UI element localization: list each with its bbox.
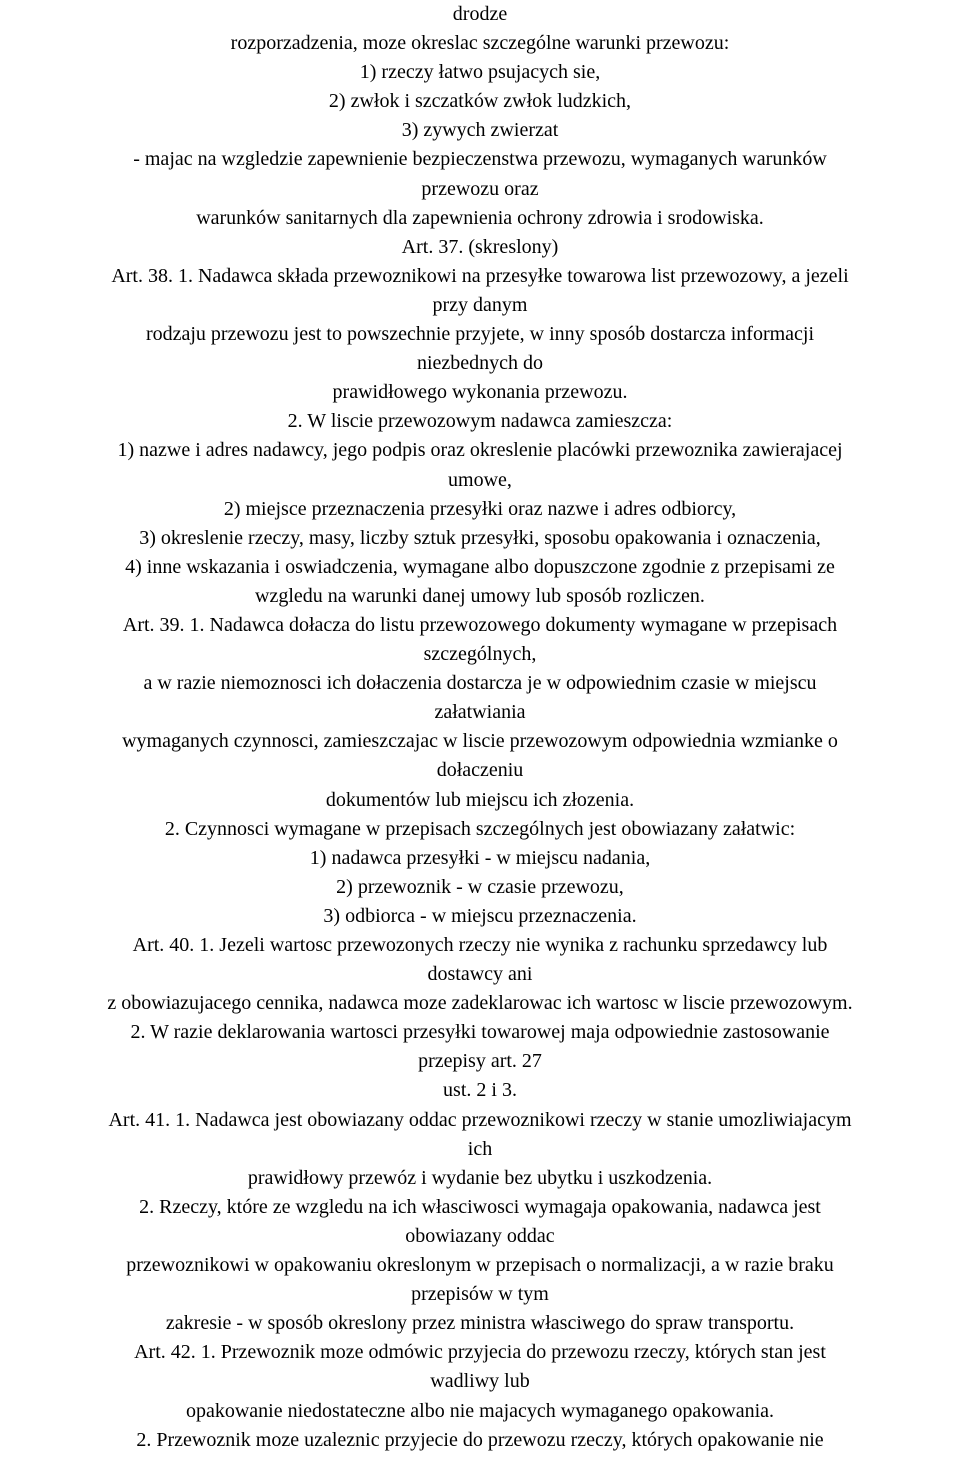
text-line: dołaczeniu — [436, 759, 524, 782]
text-line: a w razie niemoznosci ich dołaczenia dostarcza je w odpowiednim czasie w miejscu — [143, 672, 817, 695]
text-line: 1) rzeczy łatwo psujacych sie, — [359, 61, 601, 84]
text-line: przy danym — [432, 293, 528, 316]
text-line: prawidłowego wykonania przewozu. — [332, 381, 628, 404]
text-line: Art. 41. 1. Nadawca jest obowiazany oddac przewoznikowi rzeczy w stanie umozliwiajacym — [108, 1108, 852, 1131]
text-line: rozporzadzenia, moze okreslac szczególne warunki przewozu: — [230, 32, 730, 55]
text-line: 3) okreslenie rzeczy, masy, liczby sztuk przesyłki, sposobu opakowania i oznaczenia, — [139, 526, 821, 549]
text-line: 2) miejsce przeznaczenia przesyłki oraz nazwe i adres odbiorcy, — [223, 497, 737, 520]
text-line: Art. 38. 1. Nadawca składa przewoznikowi na przesyłke towarowa list przewozowy, a jezeli — [111, 264, 849, 287]
text-line: 1) nazwe i adres nadawcy, jego podpis oraz okreslenie placówki przewoznika zawierajacej — [117, 439, 843, 462]
text-line: dostawcy ani — [427, 963, 533, 986]
text-line: szczególnych, — [423, 643, 537, 666]
text-line: - majac na wzgledzie zapewnienie bezpieczenstwa przewozu, wymaganych warunków — [133, 148, 827, 171]
text-line: umowe, — [448, 468, 512, 491]
text-line: przepisów w tym — [411, 1283, 549, 1306]
text-line: zakresie - w sposób okreslony przez ministra własciwego do spraw transportu. — [165, 1312, 795, 1335]
text-line: 2. W razie deklarowania wartosci przesyłki towarowej maja odpowiednie zastosowanie — [130, 1021, 830, 1044]
text-line: przewozu oraz — [421, 177, 539, 200]
text-line: 2. W liscie przewozowym nadawca zamieszcza: — [287, 410, 673, 433]
text-line: prawidłowy przewóz i wydanie bez ubytku i uszkodzenia. — [247, 1166, 713, 1189]
text-line: Art. 40. 1. Jezeli wartosc przewozonych rzeczy nie wynika z rachunku sprzedawcy lub — [132, 934, 828, 956]
text-line: ich — [467, 1137, 493, 1160]
text-line: z obowiazujacego cennika, nadawca moze zadeklarowac ich wartosc w liscie przewozowym. — [107, 992, 853, 1015]
text-line: 2. Rzeczy, które ze wzgledu na ich własciwosci wymagaja opakowania, nadawca jest — [139, 1195, 821, 1218]
text-line: wymaganych czynnosci, zamieszczajac w liscie przewozowym odpowiednia wzmianke o — [122, 730, 838, 753]
text-line: 4) inne wskazania i oswiadczenia, wymagane albo dopuszczone zgodnie z przepisami ze — [125, 555, 835, 578]
text-line: 2) zwłok i szczatków zwłok ludzkich, — [328, 90, 632, 113]
text-line: drodze — [452, 3, 508, 25]
text-line: wadliwy lub — [430, 1370, 530, 1393]
text-line: rodzaju przewozu jest to powszechnie przyjete, w inny sposób dostarcza informacji — [145, 323, 815, 346]
text-line: 2. Przewoznik moze uzaleznic przyjecie do przewozu rzeczy, których opakowanie nie — [136, 1428, 824, 1451]
text-line: opakowanie niedostateczne albo nie majacych wymaganego opakowania. — [185, 1399, 775, 1422]
text-line: warunków sanitarnych dla zapewnienia ochrony zdrowia i srodowiska. — [196, 206, 764, 229]
text-line: dokumentów lub miejscu ich złozenia. — [325, 788, 635, 811]
text-line: Art. 37. (skreslony) — [401, 235, 559, 258]
text-line: przewoznikowi w opakowaniu okreslonym w przepisach o normalizacji, a w razie braku — [126, 1254, 834, 1277]
text-line: 3) odbiorca - w miejscu przeznaczenia. — [323, 904, 637, 927]
text-line: niezbednych do — [416, 352, 544, 375]
text-line: ust. 2 i 3. — [443, 1079, 517, 1102]
text-line: 3) zywych zwierzat — [401, 119, 559, 142]
text-line: obowiazany oddac — [405, 1224, 555, 1247]
text-line: wzgledu na warunki danej umowy lub sposób rozliczen. — [255, 584, 705, 607]
text-line: załatwiania — [434, 701, 526, 724]
text-line: Art. 42. 1. Przewoznik moze odmówic przyjecia do przewozu rzeczy, których stan jest — [134, 1341, 826, 1364]
text-line: 2) przewoznik - w czasie przewozu, — [336, 875, 624, 898]
text-line: przepisy art. 27 — [418, 1050, 542, 1073]
text-line: 2. Czynnosci wymagane w przepisach szczególnych jest obowiazany załatwic: — [164, 817, 796, 840]
text-line: Art. 39. 1. Nadawca dołacza do listu przewozowego dokumenty wymagane w przepisach — [122, 613, 838, 636]
text-line: 1) nadawca przesyłki - w miejscu nadania, — [309, 846, 651, 869]
